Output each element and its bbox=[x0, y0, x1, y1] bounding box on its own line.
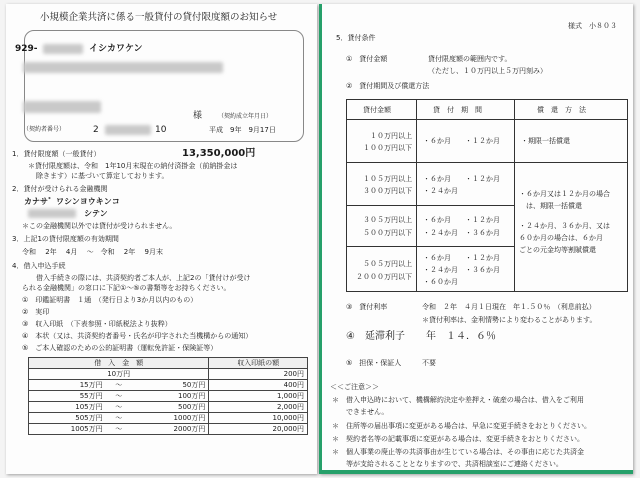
s4-heading: 4．借入申込手続 bbox=[12, 262, 66, 270]
s3-heading: 3．上記1の貸付限度額の有効期間 bbox=[12, 235, 119, 243]
caution-line: ＊ 住所等の届出事項に変更がある場合は、早急に変更手続きをおとりください。 bbox=[332, 422, 591, 430]
redacted-address bbox=[23, 62, 223, 73]
amount-line: １０万円以上 bbox=[370, 132, 412, 140]
s4-intro-line1: 借入手続きの際には、共済契約者ご本人が、上記2の「貸付けが受け bbox=[36, 274, 251, 282]
period-line: ・２４か月 ・３６か月 bbox=[423, 229, 500, 237]
table-row bbox=[29, 413, 308, 424]
table-row bbox=[29, 424, 308, 435]
amount-sep: ～ bbox=[106, 413, 132, 424]
stamp-duty-table bbox=[28, 357, 308, 435]
required-item: ③ 収入印紙 （下表参照・印紙税法より抜粋） bbox=[22, 320, 172, 328]
header-cell bbox=[347, 100, 417, 120]
repay-line: ごとの元金均等割賦償還 bbox=[519, 246, 596, 254]
postal-code: 929- bbox=[15, 44, 38, 54]
s4-intro-line2: られる金融機関」の窓口に下記①～⑤の書類等をお持ちください。 bbox=[22, 284, 231, 292]
repay-line: ・期限一括償還 bbox=[521, 137, 570, 145]
branch-name: シテン bbox=[84, 209, 108, 218]
caution-line: ＊ 借入申込時において、機構解約決定や差押え・破産の場合は、借入をご利用 bbox=[332, 396, 584, 404]
address-box bbox=[15, 30, 304, 142]
contract-no-label: （契約者番号） bbox=[23, 126, 66, 133]
amount-from: 1005万円 bbox=[29, 424, 106, 435]
amount-line: １００万円以下 bbox=[363, 144, 412, 152]
period-line: ・６か月 ・１２か月 bbox=[423, 137, 500, 145]
table-row bbox=[29, 369, 308, 380]
rate-text: 令和 ２年 ４月１日現在 年１.５０％ （利息前払） bbox=[422, 303, 596, 311]
left-page bbox=[6, 4, 317, 474]
s5-heading: 5．貸付条件 bbox=[336, 34, 376, 42]
honorific: 様 bbox=[193, 111, 203, 121]
table-row bbox=[29, 402, 308, 413]
loan-amount-text: 貸付限度額の範囲内です。 bbox=[428, 55, 512, 63]
col-header-repay: 償 還 方 法 bbox=[537, 106, 586, 114]
period-line: ・６か月 ・１２か月 bbox=[423, 175, 500, 183]
redacted-name bbox=[23, 101, 101, 113]
rate-note: ＊貸付利率は、金利情勢により変わることがあります。 bbox=[422, 316, 597, 324]
collateral-value: 不要 bbox=[422, 359, 436, 367]
amount-line: ５００万円以下 bbox=[363, 229, 412, 237]
s1-heading: 1．貸付限度額（一般貸付） bbox=[12, 150, 101, 158]
caution-line: ＊ 個人事業の廃止等の共済事由が生じている場合は、その事由に応じた共済金 bbox=[332, 448, 584, 456]
period-line: ・６か月 ・１２か月 bbox=[423, 254, 500, 262]
repay-line: ・６か月又は１２か月の場合 bbox=[519, 190, 610, 198]
repay-cell bbox=[515, 163, 628, 292]
col-header-amount: 貸付金額 bbox=[363, 106, 391, 114]
amount-sep: ～ bbox=[106, 380, 132, 391]
recipient-kana: イシカワケン bbox=[89, 44, 143, 54]
stamp-cell: 2,000円 bbox=[209, 402, 308, 413]
required-item: ④ 本状（又は、共済契約者番号・氏名が印字された当機構からの通知） bbox=[22, 332, 253, 340]
period-line: ・２４か月 ・３６か月 bbox=[423, 266, 500, 274]
contract-no-end: 10 bbox=[155, 125, 167, 135]
s2-note: ＊この金融機関以外では貸付が受けられません。 bbox=[22, 222, 177, 230]
amount-from: 105万円 bbox=[29, 402, 106, 413]
table-row bbox=[29, 391, 308, 402]
repay-line: は、期限一括償還 bbox=[519, 202, 582, 210]
amount-to: 1000万円 bbox=[132, 413, 209, 424]
repay-cell bbox=[515, 120, 628, 163]
table-row bbox=[347, 120, 417, 163]
redacted-branch bbox=[28, 209, 76, 218]
loan-amount-label: ① 貸付金額 bbox=[346, 55, 388, 63]
validity-period: 令和 2年 4月 ～ 令和 2年 9月末 bbox=[22, 248, 163, 256]
amount-sep: ～ bbox=[106, 402, 132, 413]
stamp-cell: 200円 bbox=[209, 369, 308, 380]
amount-to: 500万円 bbox=[132, 402, 209, 413]
period-cell bbox=[417, 163, 515, 206]
stamp-cell: 20,000円 bbox=[209, 424, 308, 435]
amount-line: ５０５万円以上 bbox=[363, 260, 412, 268]
table-row bbox=[29, 380, 308, 391]
loan-amount-note: （ただし、１０万円以上５万円刻み） bbox=[428, 67, 547, 75]
loan-limit-amount: 13,350,000円 bbox=[182, 148, 256, 159]
amount-to: 2000万円 bbox=[132, 424, 209, 435]
period-line: ・６０か月 bbox=[423, 278, 458, 286]
form-number: 様式 小８０３ bbox=[568, 22, 617, 30]
amount-sep: ～ bbox=[106, 424, 132, 435]
amount-line: ３０５万円以上 bbox=[363, 216, 412, 224]
late-interest-rate: 年 １４．６％ bbox=[426, 331, 496, 342]
period-line: ・２４か月 bbox=[423, 187, 458, 195]
required-item: ① 印鑑証明書 １通 （発行日より3か月以内のもの） bbox=[22, 296, 198, 304]
late-interest-label: ④ 延滞利子 bbox=[346, 331, 405, 342]
right-page bbox=[319, 4, 633, 474]
stamp-cell: 1,000円 bbox=[209, 391, 308, 402]
col-header-amount: 借 入 金 額 bbox=[29, 358, 209, 369]
table-row bbox=[347, 163, 417, 206]
required-item: ⑤ ご本人確認のための公的証明書（運転免許証・保険証等） bbox=[22, 344, 218, 352]
period-cell bbox=[417, 247, 515, 292]
contract-date-label: （契約成立年月日） bbox=[218, 113, 273, 120]
amount-sep: ～ bbox=[106, 391, 132, 402]
period-cell bbox=[417, 120, 515, 163]
redacted-postal bbox=[43, 44, 83, 54]
caution-line: できません。 bbox=[332, 408, 389, 416]
col-header-stamp: 収入印紙の額 bbox=[209, 358, 308, 369]
amount-from: 505万円 bbox=[29, 413, 106, 424]
amount-from: 15万円 bbox=[29, 380, 106, 391]
caution-heading: ＜＜ご注意＞＞ bbox=[330, 383, 379, 391]
header-cell bbox=[417, 100, 515, 120]
contract-no-start: 2 bbox=[93, 125, 99, 135]
caution-line: 等が支給されることとなりますので、共済相談室にご連絡ください。 bbox=[332, 460, 563, 468]
amount-from: 55万円 bbox=[29, 391, 106, 402]
contract-date: 平成 9年 9月17日 bbox=[209, 126, 276, 134]
table-row bbox=[347, 206, 417, 247]
loan-conditions-table bbox=[346, 99, 628, 292]
stamp-cell: 400円 bbox=[209, 380, 308, 391]
bank-name: カナサ゛ワシンヨウキンコ bbox=[24, 197, 120, 206]
required-item: ② 実印 bbox=[22, 308, 50, 316]
s1-note-line1: ＊貸付限度額は、令和 1年10月末現在の納付済掛金（前納掛金は bbox=[28, 162, 238, 170]
redacted-contract-no bbox=[105, 125, 151, 135]
collateral-label: ⑤ 担保・保証人 bbox=[346, 359, 402, 367]
table-header-row bbox=[29, 358, 308, 369]
rate-label: ③ 貸付利率 bbox=[346, 303, 388, 311]
amount-cell: 10万円 bbox=[29, 369, 209, 380]
amount-line: ２０００万円以下 bbox=[356, 273, 412, 281]
repay-line: ・２４か月、３６か月、又は bbox=[519, 222, 610, 230]
period-line: ・６か月 ・１２か月 bbox=[423, 216, 500, 224]
table-row bbox=[347, 247, 417, 292]
header-cell bbox=[515, 100, 628, 120]
stamp-cell: 10,000円 bbox=[209, 413, 308, 424]
amount-line: ３００万円以下 bbox=[363, 187, 412, 195]
col-header-period: 貸 付 期 間 bbox=[433, 106, 482, 114]
s1-note-line2: 除きます）に基づいて算定しております。 bbox=[36, 172, 169, 180]
period-cell bbox=[417, 206, 515, 247]
repay-line: ６０か月の場合は、６か月 bbox=[519, 234, 603, 242]
s2-heading: 2．貸付が受けられる金融機関 bbox=[12, 185, 108, 193]
notice-title: 小規模企業共済に係る一般貸付の貸付限度額のお知らせ bbox=[40, 12, 278, 23]
period-method-label: ② 貸付期間及び償還方法 bbox=[346, 82, 430, 90]
amount-line: １０５万円以上 bbox=[363, 175, 412, 183]
amount-to: 50万円 bbox=[132, 380, 209, 391]
amount-to: 100万円 bbox=[132, 391, 209, 402]
caution-line: ＊ 契約者名等の記載事項に変更がある場合は、変更手続きをおとりください。 bbox=[332, 435, 584, 443]
